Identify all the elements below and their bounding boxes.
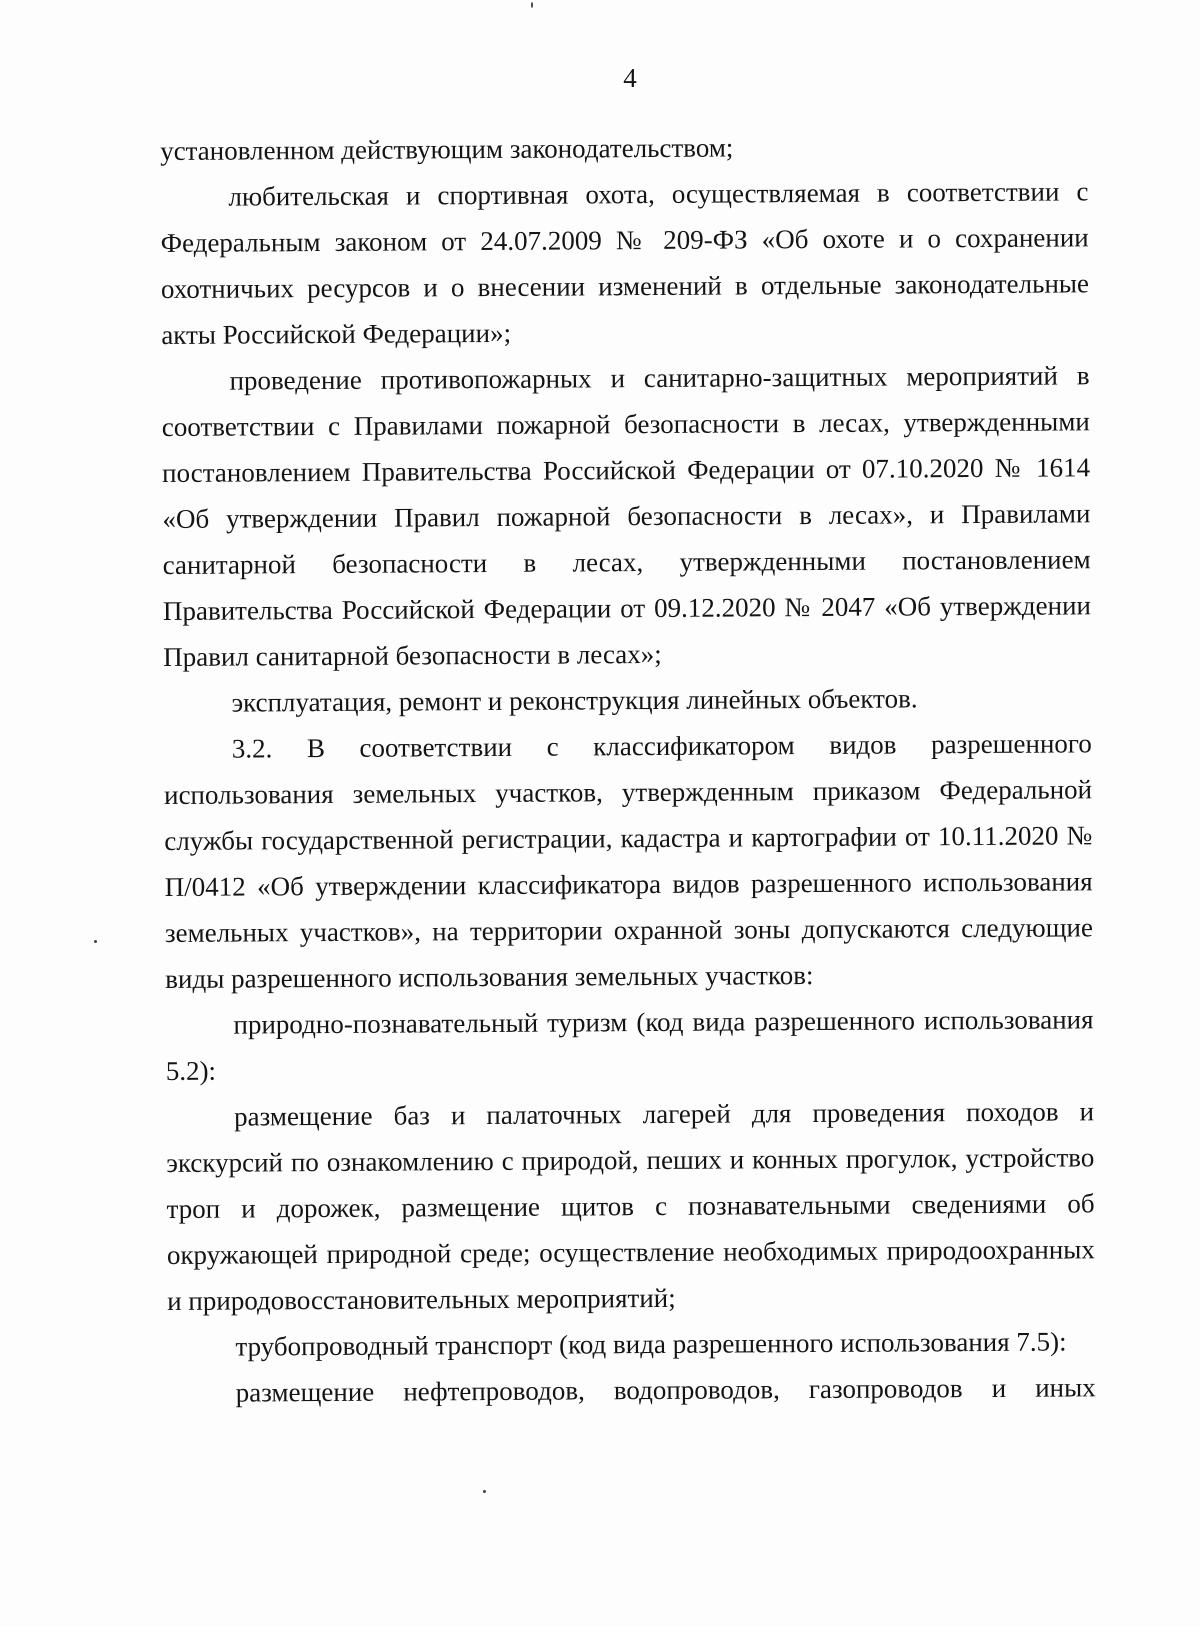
paragraph-section-3-2: 3.2. В соответствии с классификатором видов разрешенного использования земельных участков, утвержденным приказом Федеральной службы государственной регистрации, кадастра и картографии от 10.11.2020 № П/0412 «Об утверждении классификатора видов разрешенного использования земельных участков», на территории охранной зоны допускаются следующие виды разрешенного использования земельных участков: <box>163 728 1093 994</box>
paragraph-eco-tourism: природно-познавательный туризм (код вида разрешенного использования 5.2): <box>165 1004 1094 1086</box>
paragraph-hunting: любительская и спортивная охота, осуществляемая в соответствии с Федеральным законом от 24.07.2009 № 209-ФЗ «Об охоте и о сохранении охотничьих ресурсов и о внесении изменений в отдельные законодательные акты Российской Федерации»; <box>160 176 1090 350</box>
paragraph-pipelines: размещение нефтепроводов, водопроводов, газопроводов и иных <box>235 1372 1096 1408</box>
paragraph-fire-safety: проведение противопожарных и санитарно-защитных мероприятий в соответствии с Правилами пожарной безопасности в лесах, утвержденными постановлением Правительства Российской Федерации от 07.10.2020 № 1614 «Об утверждении Правил пожарной безопасности в лесах», и Правилами санитарной безопасности в лесах, утвержденными постановлением Правительства Российской Федерации от 09.12.2020 № 2047 «Об утверждении Правил санитарной безопасности в лесах»; <box>161 360 1092 672</box>
scan-speck <box>94 940 97 943</box>
scan-speck <box>531 2 533 8</box>
paragraph-continuation: установленном действующим законодательством; <box>160 132 734 166</box>
document-body <box>160 122 1096 1416</box>
paragraph-linear-objects: эксплуатация, ремонт и реконструкция линейных объектов. <box>231 683 918 718</box>
page-number: 4 <box>623 63 637 93</box>
paragraph-camps: размещение баз и палаточных лагерей для проведения походов и экскурсий по ознакомлению с природой, пеших и конных прогулок, устройство троп и дорожек, размещение щитов с познавательными сведениями об окружающей природной среде; осуществление необходимых природоохранных и природовосстановительных мероприятий; <box>166 1096 1095 1316</box>
scan-speck <box>483 1490 486 1493</box>
paragraph-pipeline-transport: трубопроводный транспорт (код вида разрешенного использования 7.5): <box>235 1326 1067 1362</box>
